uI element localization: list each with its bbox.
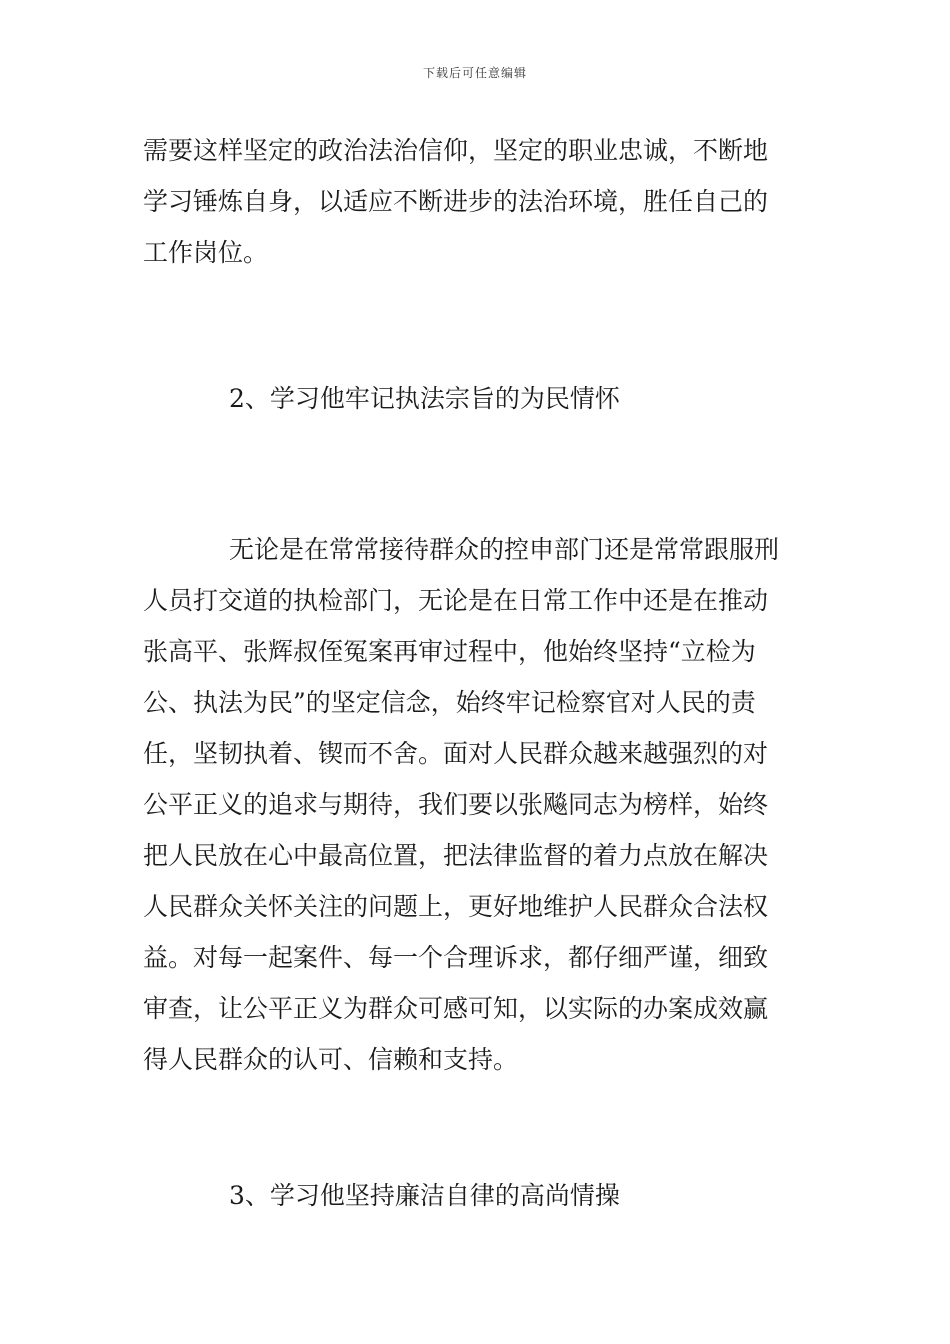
paragraph-line: 人员打交道的执检部门，无论是在日常工作中还是在推动 — [143, 586, 769, 615]
paragraph-line: 人民群众关怀关注的问题上，更好地维护人民群众合法权 — [143, 892, 769, 921]
paragraph-line: 益。对每一起案件、每一个合理诉求，都仔细严谨，细致 — [143, 943, 769, 972]
paragraph-line: 学习锤炼自身，以适应不断进步的法治环境，胜任自己的 — [143, 187, 769, 216]
paragraph-line: 公、执法为民”的坚定信念，始终牢记检察官对人民的责 — [143, 688, 756, 717]
paragraph-line: 无论是在常常接待群众的控申部门还是常常跟服刑 — [229, 535, 780, 564]
section-heading-3 — [143, 1170, 811, 1221]
paragraph-1 — [143, 125, 811, 278]
section-heading-2 — [143, 373, 811, 424]
heading-text: 3、学习他坚持廉洁自律的高尚情操 — [229, 1181, 620, 1210]
paragraph-2 — [143, 524, 811, 1085]
paragraph-line: 张高平、张辉叔侄冤案再审过程中，他始终坚持“立检为 — [143, 637, 756, 666]
paragraph-line: 需要这样坚定的政治法治信仰，坚定的职业忠诚，不断地 — [143, 136, 769, 165]
paragraph-line: 把人民放在心中最高位置，把法律监督的着力点放在解决 — [143, 841, 769, 870]
paragraph-line: 工作岗位。 — [143, 238, 269, 267]
heading-text: 2、学习他牢记执法宗旨的为民情怀 — [229, 384, 620, 413]
page-header: 下载后可任意编辑 — [422, 66, 527, 80]
paragraph-line: 任，坚韧执着、锲而不舍。面对人民群众越来越强烈的对 — [143, 739, 769, 768]
paragraph-line: 审查，让公平正义为群众可感可知，以实际的办案成效赢 — [143, 994, 769, 1023]
paragraph-line: 公平正义的追求与期待，我们要以张飚同志为榜样，始终 — [143, 790, 769, 819]
paragraph-line: 得人民群众的认可、信赖和支持。 — [143, 1045, 519, 1074]
